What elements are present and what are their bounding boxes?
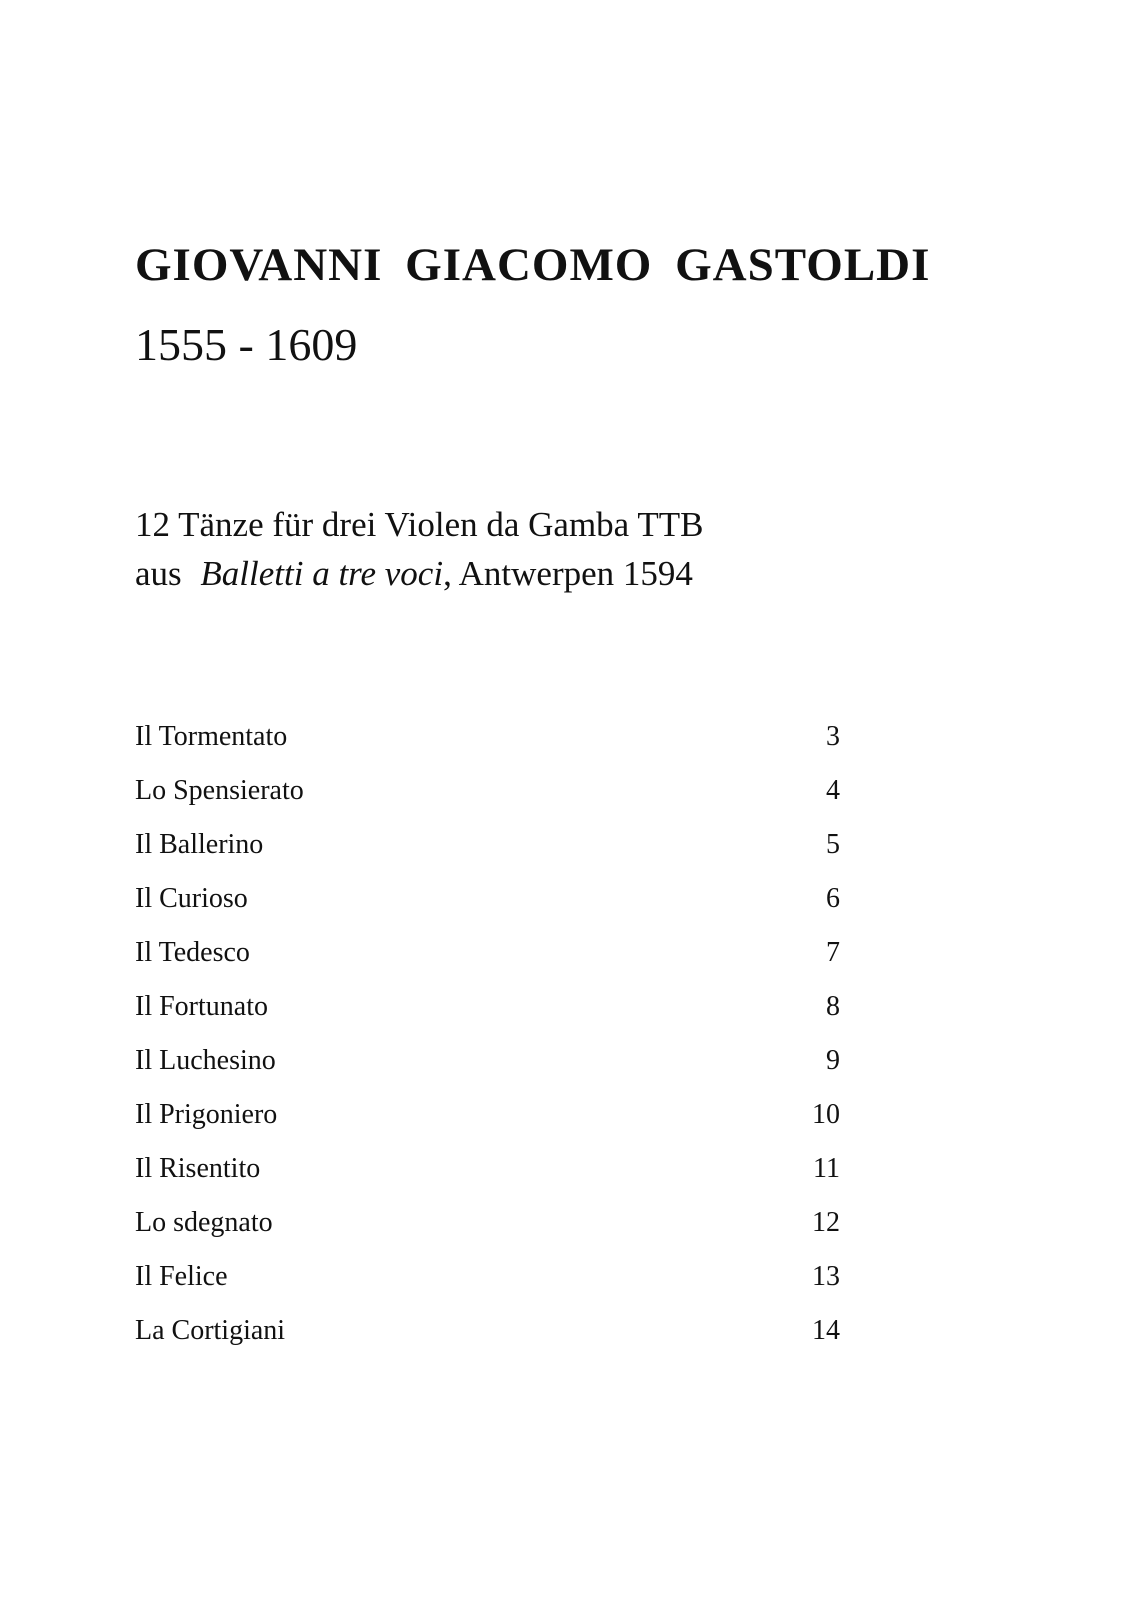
composer-name: GIOVANNI GIACOMO GASTOLDI: [135, 239, 931, 291]
toc-title: Il Tormentato: [135, 721, 288, 752]
toc-entry: [135, 1316, 840, 1370]
toc-title: Il Fortunato: [135, 991, 268, 1022]
toc-entry: [135, 776, 840, 830]
toc-title: Il Luchesino: [135, 1045, 276, 1076]
subtitle-source-title: Balletti a tre voci: [200, 554, 444, 593]
toc-page-number: 4: [826, 775, 840, 806]
toc-entry: [135, 1100, 840, 1154]
toc-title: Lo sdegnato: [135, 1207, 273, 1238]
toc-entry: [135, 1208, 840, 1262]
toc-entry: [135, 830, 840, 884]
toc-entry: [135, 722, 840, 776]
toc-entry: [135, 992, 840, 1046]
toc-entry: [135, 1262, 840, 1316]
toc-page-number: 6: [826, 883, 840, 914]
toc-page-number: 9: [826, 1045, 840, 1076]
toc-title: Il Ballerino: [135, 829, 264, 860]
toc-page-number: 10: [812, 1099, 840, 1130]
toc-title: Lo Spensierato: [135, 775, 304, 806]
composer-dates: 1555 - 1609: [135, 319, 358, 370]
toc-title: Il Risentito: [135, 1153, 261, 1184]
toc-entry: [135, 884, 840, 938]
toc-page-number: 12: [812, 1207, 840, 1238]
table-of-contents: [135, 722, 840, 1370]
toc-entry: [135, 938, 840, 992]
toc-title: Il Tedesco: [135, 937, 250, 968]
toc-page-number: 5: [826, 829, 840, 860]
toc-title: Il Prigoniero: [135, 1099, 278, 1130]
toc-entry: [135, 1154, 840, 1208]
subtitle-line-1: 12 Tänze für drei Violen da Gamba TTB: [135, 505, 704, 544]
toc-title: Il Curioso: [135, 883, 248, 914]
toc-title: La Cortigiani: [135, 1315, 286, 1346]
subtitle-source-place: , Antwerpen 1594: [443, 554, 693, 593]
toc-page-number: 13: [812, 1261, 840, 1292]
toc-entry: [135, 1046, 840, 1100]
toc-page-number: 14: [812, 1315, 840, 1346]
toc-page-number: 8: [826, 991, 840, 1022]
subtitle-line-2: [135, 554, 693, 594]
toc-page-number: 7: [826, 937, 840, 968]
subtitle-prefix: aus: [135, 554, 182, 593]
toc-page-number: 3: [826, 721, 840, 752]
toc-page-number: 11: [813, 1153, 840, 1184]
toc-title: Il Felice: [135, 1261, 228, 1292]
